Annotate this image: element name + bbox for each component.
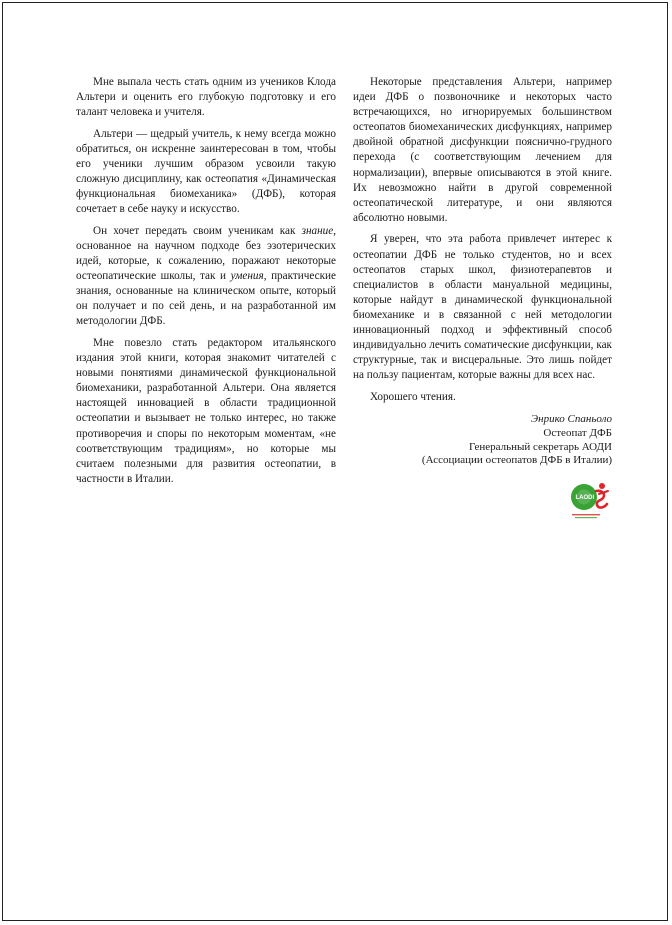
paragraph-3 bbox=[76, 224, 336, 330]
signature-position: Генеральный секретарь АОДИ bbox=[468, 440, 612, 453]
right-column bbox=[353, 75, 612, 468]
paragraph-5: Некоторые представления Альтери, например идеи ДФБ о позвоночнике и некоторых часто встречающихся, но игнорируемых большинством остеопатов биомеханических дисфункциях, например двойной обратной дисфункции пояснично-грудного перехода (с соответствующим лечением для нормализации), впервые описываются в этой книге. Их невозможно найти в другой современной остеопатической литературе, и они являются абсолютно новыми. bbox=[353, 76, 612, 224]
signature-title: Остеопат ДФБ bbox=[543, 426, 612, 439]
left-column bbox=[76, 75, 336, 493]
paragraph-4: Мне повезло стать редактором итальянского издания этой книги, которая знакомит читателей с новыми понятиями динамической функциональной биомеханики, разработанной Альтери. Она является настоящей инновацией в области традиционной остеопатии и вызывает не только интерес, но также противоречия и споры по некоторым моментам, «не соответствующим традициям», но которые мы считаем полезными для развития остеопатии, в частности в Италии. bbox=[76, 337, 336, 485]
paragraph-2: Альтери — щедрый учитель, к нему всегда можно обратиться, он искренне заинтересован в том, чтобы его ученики лучшим образом усвоили такую сложную дисциплину, как остеопатия «Динамическая функциональная биомеханика» (ДФБ), которая сочетает в себе науку и искусство. bbox=[76, 127, 336, 216]
signature-block bbox=[353, 413, 612, 468]
paragraph-3-part-e: , практические знания, основанные на клиническом опыте, который он получает и по сей день, и на разработанной им методологии ДФБ. bbox=[76, 270, 337, 328]
emphasis-knowledge: знание bbox=[301, 224, 334, 237]
paragraph-1: Мне выпала честь стать одним из учеников Клода Альтери и оценить его глубокую подготовку и его талант человека и учителя. bbox=[76, 76, 336, 119]
emphasis-skills: умения bbox=[230, 270, 264, 283]
signature-name: Энрико Спаньоло bbox=[530, 412, 612, 425]
paragraph-6: Я уверен, что эта работа привлечет интерес к остеопатии ДФБ не только студентов, но и всех остеопатов старых школ, физиотерапевтов и специалистов в области мануальной медицины, которые найдут в динамической функциональной биомеханике и в связанной с ней методологии инновационный подход и эффективный способ индивидуально лечить соматические дисфункции, как структурные, так и висцеральные. Это лишь пойдет на пользу пациентам, которые важны для всех нас. bbox=[353, 233, 612, 382]
laodi-logo bbox=[566, 478, 612, 522]
closing-line: Хорошего чтения. bbox=[370, 390, 456, 403]
svg-text:LAODI: LAODI bbox=[575, 495, 595, 501]
signature-organization: (Ассоциации остеопатов ДФБ в Италии) bbox=[421, 454, 612, 467]
paragraph-3-part-a: Он хочет передать своим ученикам как bbox=[93, 224, 302, 237]
paragraph-3-part-c: , основанное на научном подходе без эзотерических идей, которые, к сожалению, поражают некоторые остеопатические школы, так и bbox=[76, 224, 336, 283]
